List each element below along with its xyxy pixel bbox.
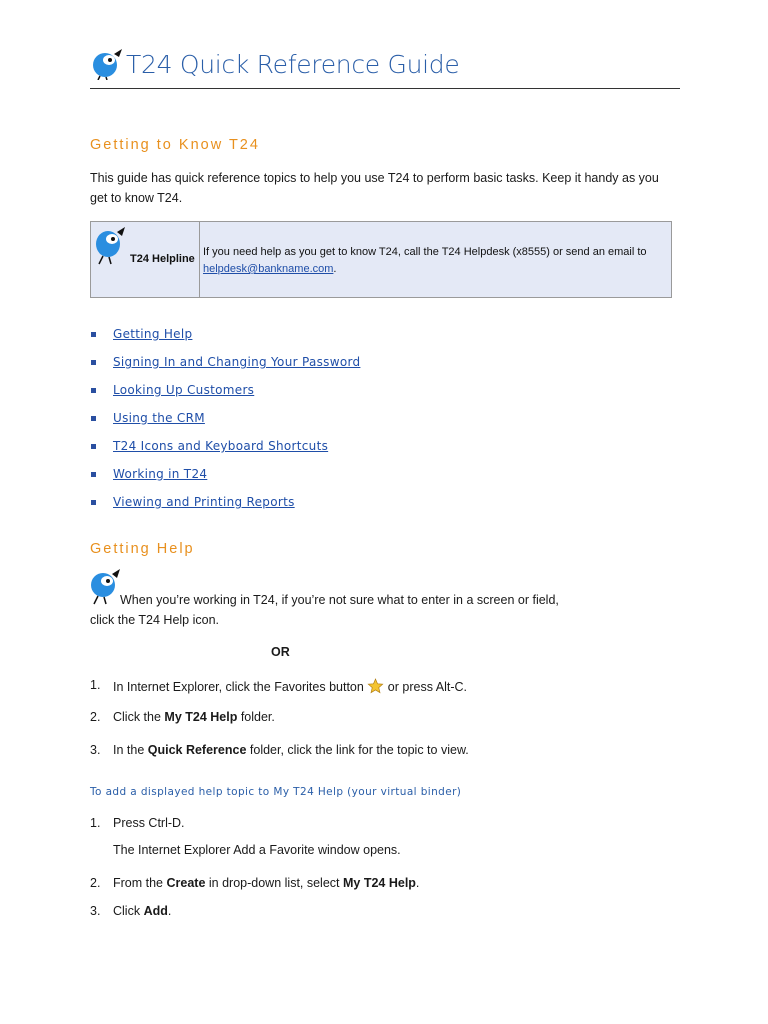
- helpline-label-cell: [91, 222, 200, 297]
- step-number: 2.: [90, 876, 101, 890]
- topic-link-viewing-reports[interactable]: Viewing and Printing Reports: [113, 495, 295, 509]
- bird-mascot-icon: [93, 226, 127, 266]
- topic-link-looking-up-customers[interactable]: Looking Up Customers: [113, 383, 255, 397]
- step-text-suffix: .: [415, 876, 420, 890]
- helpdesk-email-link[interactable]: helpdesk@bankname.com: [203, 263, 334, 275]
- step-bold-text: Quick Reference: [147, 743, 247, 757]
- step-text: In Internet Explorer, click the Favorites button: [113, 680, 364, 694]
- helpline-text: [203, 244, 669, 278]
- bullet-icon: [91, 388, 96, 393]
- topic-link-signing-in[interactable]: Signing In and Changing Your Password: [113, 355, 361, 369]
- step-text-middle: in drop-down list, select: [205, 876, 343, 890]
- getting-help-line-2: click the T24 Help icon.: [90, 613, 219, 627]
- step-text-suffix: folder.: [237, 710, 275, 724]
- getting-help-paragraph: [90, 590, 680, 630]
- bullet-icon: [91, 472, 96, 477]
- bird-mascot-icon: [90, 46, 124, 80]
- helpline-message: If you need help as you get to know T24, call the T24 Helpdesk (x8555) or send an email to: [203, 246, 647, 258]
- topic-link-icons-shortcuts[interactable]: T24 Icons and Keyboard Shortcuts: [113, 439, 329, 453]
- step-text-suffix: .: [167, 904, 172, 918]
- bullet-icon: [91, 416, 96, 421]
- step-text: Click the: [113, 710, 165, 724]
- bullet-icon: [91, 332, 96, 337]
- helpline-box: [90, 221, 672, 298]
- intro-line-1: This guide has quick reference topics to help you use T24 to perform basic tasks. Keep it handy as you: [90, 171, 659, 185]
- step-number: 1.: [90, 816, 101, 830]
- bullet-icon: [91, 500, 96, 505]
- intro-paragraph: [90, 168, 680, 208]
- bullet-icon: [91, 444, 96, 449]
- step-bold-text: Create: [166, 876, 206, 890]
- helpline-label: T24 Helpline: [130, 253, 195, 265]
- topic-link-getting-help[interactable]: Getting Help: [113, 327, 193, 341]
- step-bold-text: My T24 Help: [164, 710, 238, 724]
- step-number: 3.: [90, 743, 101, 757]
- step-note: The Internet Explorer Add a Favorite window opens.: [113, 843, 401, 857]
- helpline-email-suffix: .: [333, 263, 337, 275]
- topic-link-using-crm[interactable]: Using the CRM: [113, 411, 205, 425]
- step-text: From the: [113, 876, 167, 890]
- step-text: Click: [113, 904, 144, 918]
- step-text-suffix: or press Alt-C.: [387, 680, 467, 694]
- step-text-suffix: folder, click the link for the topic to view.: [246, 743, 469, 757]
- page-header: [90, 42, 680, 89]
- step-bold-text-2: My T24 Help: [342, 876, 416, 890]
- section-heading-getting-to-know: Getting to Know T24: [90, 137, 260, 153]
- add-topic-subheading: To add a displayed help topic to My T24 Help (your virtual binder): [90, 786, 462, 798]
- bullet-icon: [91, 360, 96, 365]
- page-title: T24 Quick Reference Guide: [126, 50, 460, 79]
- intro-line-2: get to know T24.: [90, 191, 183, 205]
- star-icon: [367, 678, 384, 694]
- step-number: 3.: [90, 904, 101, 918]
- step-number: 1.: [90, 678, 101, 692]
- getting-help-line-1: When you’re working in T24, if you’re not sure what to enter in a screen or field,: [120, 593, 559, 607]
- step-number: 2.: [90, 710, 101, 724]
- step-bold-text: Add: [143, 904, 168, 918]
- step-text: In the: [113, 743, 148, 757]
- step-text: Press Ctrl-D.: [113, 816, 185, 830]
- section-heading-getting-help: Getting Help: [90, 541, 195, 557]
- topic-link-working-in-t24[interactable]: Working in T24: [113, 467, 208, 481]
- or-separator: OR: [271, 645, 290, 659]
